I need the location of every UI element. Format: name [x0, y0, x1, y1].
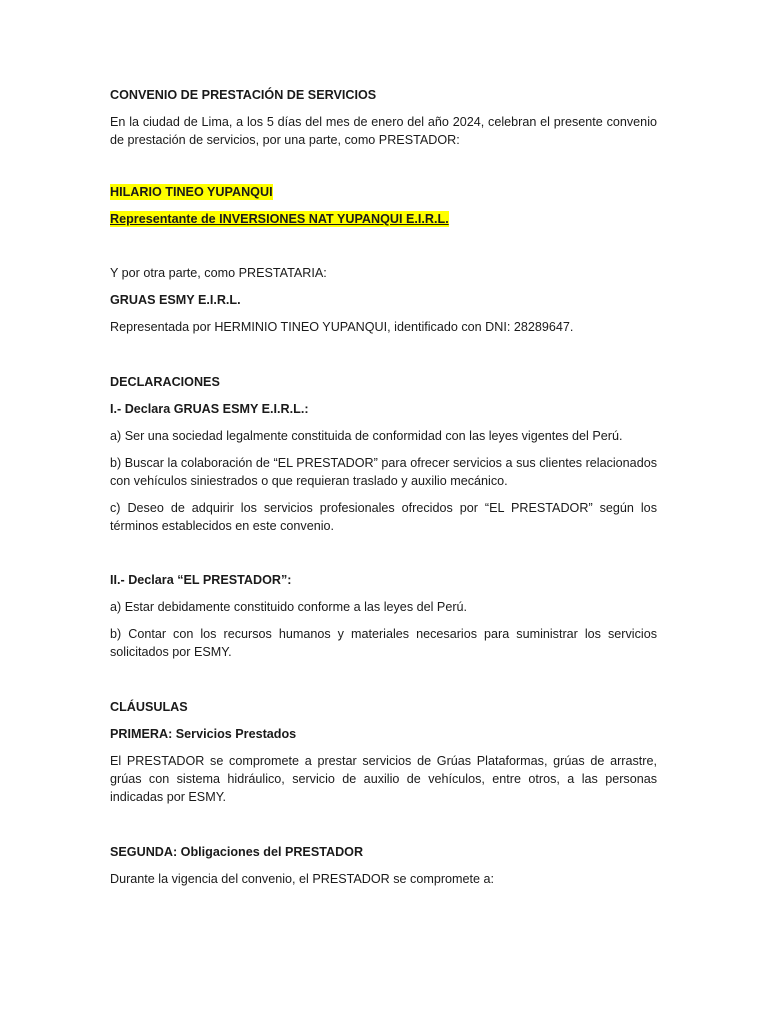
declaration-2-item-a: a) Estar debidamente constituido conforme a las leyes del Perú. — [110, 600, 468, 614]
prestador-representative — [110, 210, 657, 228]
declaration-2-heading: II.- Declara “EL PRESTADOR”: — [110, 573, 292, 587]
document-page — [110, 86, 657, 888]
declaration-1-item-a: a) Ser una sociedad legalmente constituida de conformidad con las leyes vigentes del Perú. — [110, 429, 623, 443]
clausulas-heading: CLÁUSULAS — [110, 700, 188, 714]
other-party-line: Y por otra parte, como PRESTATARIA: — [110, 266, 327, 280]
prestador-name-highlight: HILARIO TINEO YUPANQUI — [110, 185, 273, 199]
declaration-2-item-b: b) Contar con los recursos humanos y materiales necesarios para suministrar los servicios solicitados por ESMY. — [110, 627, 657, 659]
clause-primera-text: El PRESTADOR se compromete a prestar servicios de Grúas Plataformas, grúas de arrastre, grúas con sistema hidráulico, servicio de auxilio de vehículos, entre otros, a las personas indicadas por ESMY. — [110, 754, 657, 804]
declaration-1-heading: I.- Declara GRUAS ESMY E.I.R.L.: — [110, 402, 309, 416]
declaration-1-item-c: c) Deseo de adquirir los servicios profesionales ofrecidos por “EL PRESTADOR” según los términos establecidos en este convenio. — [110, 501, 657, 533]
intro-paragraph: En la ciudad de Lima, a los 5 días del mes de enero del año 2024, celebran el presente convenio de prestación de servicios, por una parte, como PRESTADOR: — [110, 115, 657, 147]
clause-primera-heading: PRIMERA: Servicios Prestados — [110, 727, 297, 741]
prestador-name — [110, 183, 657, 201]
declaraciones-heading: DECLARACIONES — [110, 375, 220, 389]
declaration-1-item-b: b) Buscar la colaboración de “EL PRESTADOR” para ofrecer servicios a sus clientes relacionados con vehículos siniestrados o que requieran traslado y auxilio mecánico. — [110, 456, 657, 488]
clause-segunda-text: Durante la vigencia del convenio, el PRESTADOR se compromete a: — [110, 872, 495, 886]
prestataria-representative: Representada por HERMINIO TINEO YUPANQUI, identificado con DNI: 28289647. — [110, 320, 574, 334]
prestataria-name: GRUAS ESMY E.I.R.L. — [110, 293, 241, 307]
prestador-representative-highlight: Representante de INVERSIONES NAT YUPANQUI E.I.R.L. — [110, 212, 449, 226]
clause-segunda-heading: SEGUNDA: Obligaciones del PRESTADOR — [110, 845, 364, 859]
document-title: CONVENIO DE PRESTACIÓN DE SERVICIOS — [110, 88, 377, 102]
